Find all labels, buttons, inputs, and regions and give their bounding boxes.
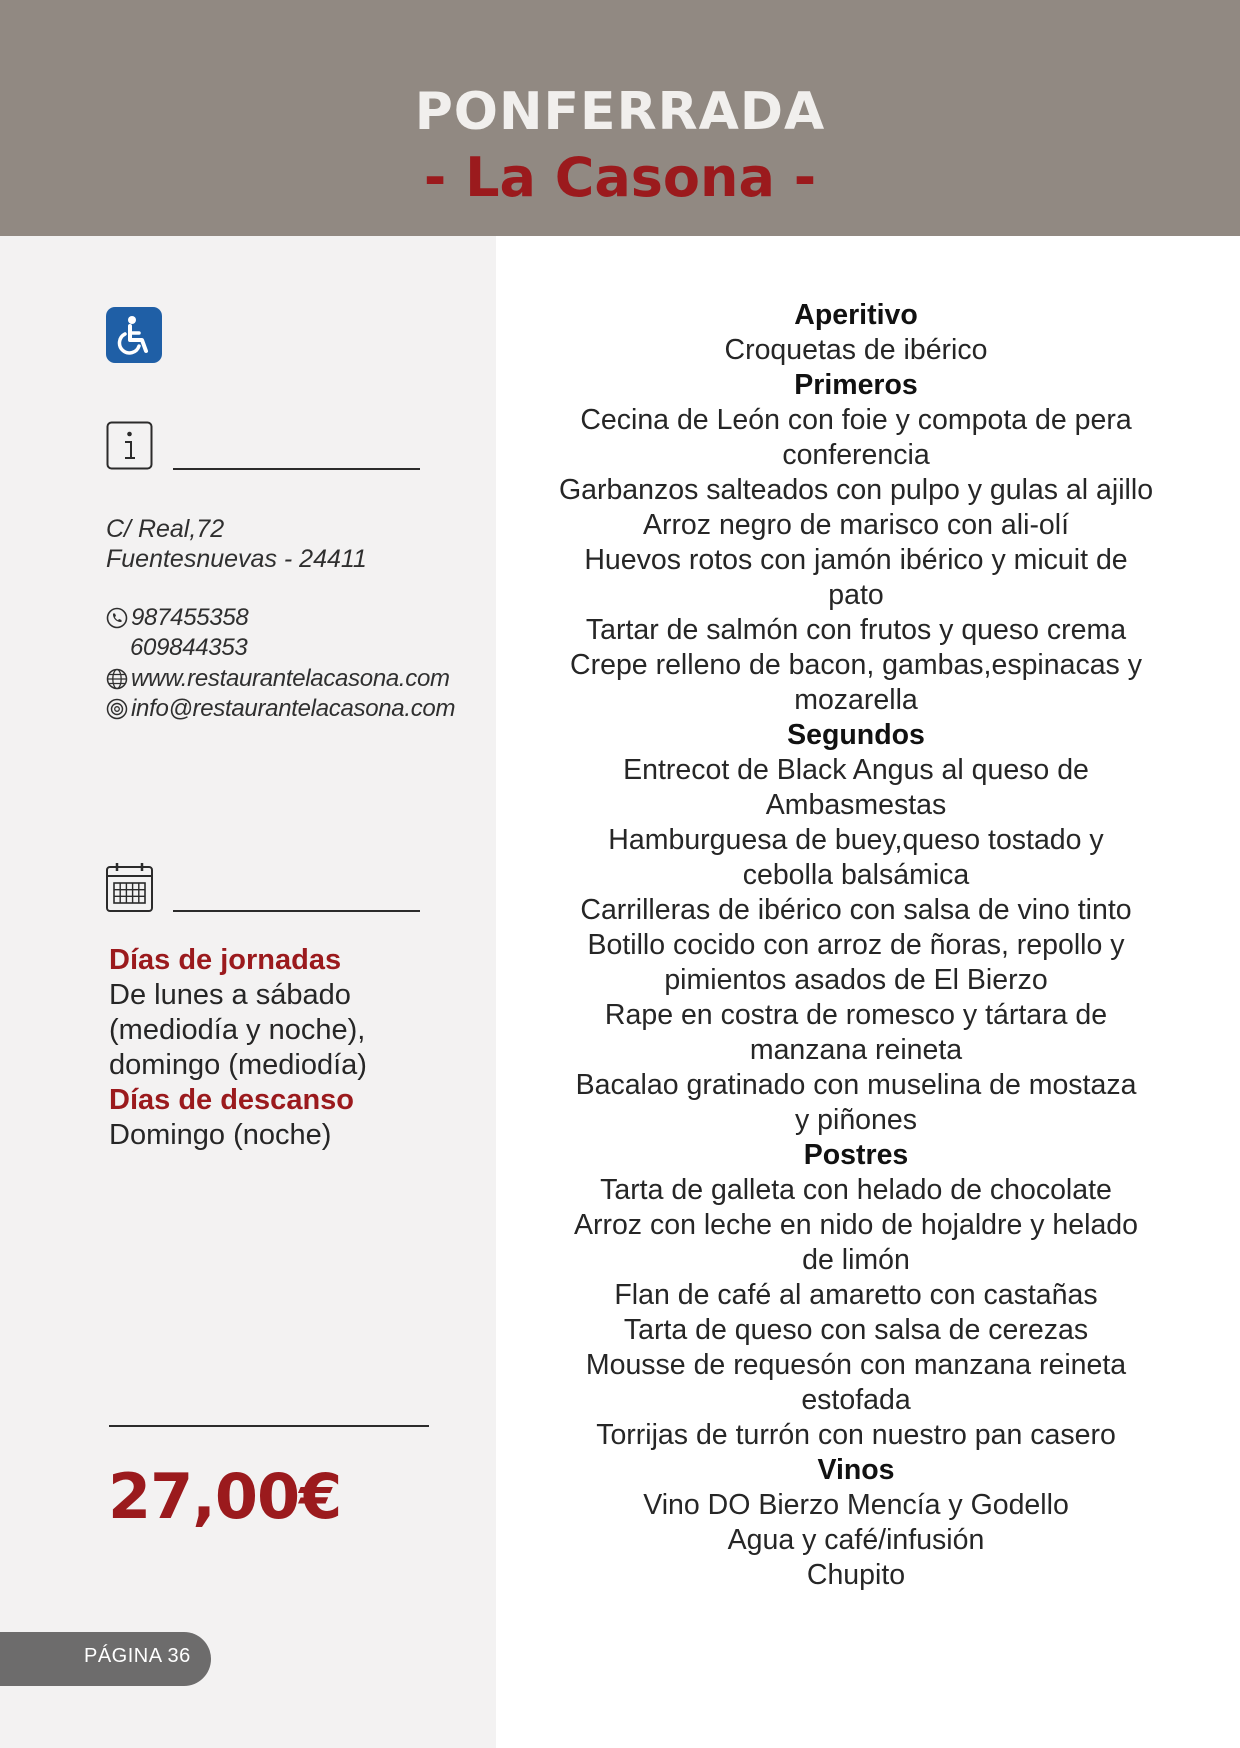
open-days-heading: Días de jornadas xyxy=(109,944,342,976)
menu-dish: Botillo cocido con arroz de ñoras, repollo y xyxy=(587,929,1125,961)
price-divider xyxy=(109,1425,429,1427)
at-icon xyxy=(106,698,128,720)
page-number: PÁGINA 36 xyxy=(84,1645,191,1667)
menu-price: 27,00€ xyxy=(108,1460,342,1533)
rest-days-heading: Días de descanso xyxy=(109,1084,354,1116)
open-days-line: domingo (mediodía) xyxy=(109,1049,367,1081)
menu-dish: y piñones xyxy=(794,1104,917,1136)
menu-dish: Hamburguesa de buey,queso tostado y xyxy=(608,824,1104,856)
menu-dish: Entrecot de Black Angus al queso de xyxy=(623,754,1089,786)
schedule-divider xyxy=(173,910,420,912)
address-line-1: C/ Real,72 xyxy=(106,515,225,543)
menu-dish: Arroz con leche en nido de hojaldre y helado xyxy=(573,1209,1139,1241)
restaurant-name: - La Casona - xyxy=(423,146,817,209)
menu-dish: Croquetas de ibérico xyxy=(724,334,988,366)
menu-section-heading: Postres xyxy=(803,1139,909,1171)
menu-dish: mozarella xyxy=(794,684,918,716)
menu-dish: Vino DO Bierzo Mencía y Godello xyxy=(643,1489,1069,1521)
menu-dish: Garbanzos salteados con pulpo y gulas al ajillo xyxy=(558,474,1154,506)
menu-section-heading: Vinos xyxy=(817,1454,895,1486)
menu-section-heading: Primeros xyxy=(794,369,918,401)
menu-dish: manzana reineta xyxy=(749,1034,963,1066)
website-row xyxy=(106,665,450,693)
menu-dish: conferencia xyxy=(782,439,930,471)
menu-section-heading: Segundos xyxy=(787,719,925,751)
menu-dish: Chupito xyxy=(806,1559,906,1591)
wheelchair-icon xyxy=(106,307,162,363)
phone-icon xyxy=(106,607,128,629)
address-line-2: Fuentesnuevas - 24411 xyxy=(106,545,367,573)
website-link[interactable]: www.restaurantelacasona.com xyxy=(131,665,450,692)
menu-dish: cebolla balsámica xyxy=(742,859,970,891)
phone-number-2[interactable]: 609844353 xyxy=(130,634,248,661)
menu-dish: Ambasmestas xyxy=(765,789,947,821)
menu-dish: Agua y café/infusión xyxy=(727,1524,985,1556)
menu-dish: Bacalao gratinado con muselina de mostaza xyxy=(575,1069,1137,1101)
menu-section-heading: Aperitivo xyxy=(794,299,918,331)
phone-row xyxy=(106,604,248,632)
menu-dish: Arroz negro de marisco con ali-olí xyxy=(642,509,1070,541)
open-days-line: (mediodía y noche), xyxy=(109,1014,366,1046)
menu-dish: Rape en costra de romesco y tártara de xyxy=(604,999,1108,1031)
info-divider xyxy=(173,468,420,470)
menu-dish: estofada xyxy=(801,1384,911,1416)
menu-dish: Tarta de galleta con helado de chocolate xyxy=(600,1174,1112,1206)
menu-dish: Mousse de requesón con manzana reineta xyxy=(585,1349,1127,1381)
menu-dish: Crepe relleno de bacon, gambas,espinacas y xyxy=(570,649,1142,681)
menu-dish: pimientos asados de El Bierzo xyxy=(664,964,1048,996)
menu-list xyxy=(556,298,1156,1593)
open-days-line: De lunes a sábado xyxy=(109,979,351,1011)
menu-dish: Torrijas de turrón con nuestro pan casero xyxy=(596,1419,1116,1451)
city-title: PONFERRADA xyxy=(414,82,826,142)
globe-icon xyxy=(106,668,128,690)
email-link[interactable]: info@restaurantelacasona.com xyxy=(131,695,456,722)
menu-dish: Carrilleras de ibérico con salsa de vino tinto xyxy=(580,894,1132,926)
menu-dish: Tartar de salmón con frutos y queso crema xyxy=(585,614,1127,646)
menu-dish: de limón xyxy=(802,1244,910,1276)
phone-row-2 xyxy=(130,634,247,662)
info-icon xyxy=(106,421,154,476)
menu-dish: Tarta de queso con salsa de cerezas xyxy=(623,1314,1089,1346)
menu-dish: Cecina de León con foie y compota de pera xyxy=(580,404,1132,436)
calendar-icon xyxy=(105,861,155,918)
email-row xyxy=(106,695,455,723)
phone-number-1[interactable]: 987455358 xyxy=(131,604,249,631)
menu-dish: Flan de café al amaretto con castañas xyxy=(614,1279,1098,1311)
rest-days-line: Domingo (noche) xyxy=(109,1119,332,1151)
menu-dish: pato xyxy=(828,579,884,611)
menu-dish: Huevos rotos con jamón ibérico y micuit de xyxy=(584,544,1128,576)
